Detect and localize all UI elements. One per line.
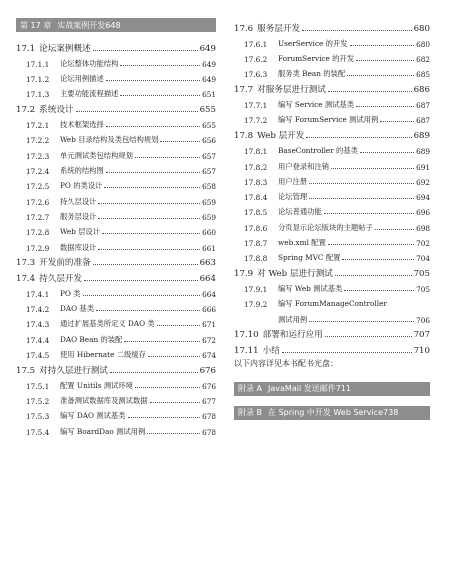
page-number: 685 [416, 70, 430, 80]
appendix-title: JavaMail 发送邮件 [268, 384, 336, 394]
subsection-number: 17.7.2 [244, 116, 268, 126]
page-number: 704 [416, 254, 430, 264]
toc-subsection [16, 391, 216, 406]
page-number: 657 [202, 151, 216, 161]
toc-section [16, 268, 216, 284]
toc-subsection [16, 176, 216, 191]
dot-leader [110, 372, 198, 373]
toc-subsection [16, 237, 216, 252]
toc-subsection [234, 202, 430, 217]
section-number: 17.6 [234, 23, 254, 34]
toc-section [234, 125, 430, 141]
dot-leader [106, 80, 200, 81]
subsection-title: 论坛用例描述 [60, 74, 104, 84]
toc-subsection [234, 187, 430, 202]
subsection-number: 17.4.5 [26, 351, 50, 361]
dot-leader [282, 352, 412, 353]
subsection-number: 17.8.5 [244, 208, 268, 218]
page-number: 655 [202, 121, 216, 131]
toc-section [16, 38, 216, 54]
page-number: 649 [202, 59, 216, 69]
dot-leader [309, 183, 414, 184]
page-number: 689 [416, 147, 430, 157]
subsection-title: 论坛整体功能结构 [60, 58, 119, 68]
dot-leader [356, 106, 414, 107]
subsection-title: 使用 Hibernate 二级缓存 [60, 350, 146, 360]
page-number: 705 [413, 268, 430, 279]
toc-subsection [234, 34, 430, 49]
toc-section [16, 99, 216, 115]
subsection-number: 17.2.9 [26, 243, 50, 253]
dot-leader [324, 213, 414, 214]
dot-leader [157, 325, 200, 326]
toc-section [234, 79, 430, 95]
dot-leader [335, 275, 412, 276]
subsection-number: 17.4.2 [26, 305, 50, 315]
section-title: 对 Web 层进行测试 [257, 268, 333, 279]
subsection-number: 17.9.2 [244, 300, 268, 310]
page-number: 694 [416, 193, 430, 203]
section-number: 17.4 [16, 273, 36, 284]
subsection-title: Web 层设计 [60, 227, 101, 237]
dot-leader [328, 244, 414, 245]
subsection-title: UserService 的开发 [278, 38, 348, 48]
dot-leader [120, 65, 200, 66]
chapter-title: 实战案例开发 [57, 20, 106, 30]
dot-leader [93, 50, 198, 51]
toc-subsection [234, 217, 430, 232]
toc-left-list [16, 38, 216, 437]
subsection-number: 17.4.3 [26, 320, 50, 330]
dot-leader [160, 141, 200, 142]
page-number: 706 [416, 315, 430, 325]
page-number: 649 [202, 75, 216, 85]
toc-subsection [234, 172, 430, 187]
page-number: 686 [413, 84, 430, 95]
subsection-title: 论坛普通功能 [278, 207, 322, 217]
subsection-title: 编写 Web 测试基类 [278, 284, 343, 294]
page-number: 659 [202, 212, 216, 222]
section-number: 17.2 [16, 104, 36, 115]
page-number: 649 [199, 43, 216, 54]
toc-subsection [234, 294, 430, 309]
appendix-page: 711 [335, 384, 351, 394]
dot-leader [148, 356, 200, 357]
subsection-number: 17.2.5 [26, 182, 50, 192]
toc-subsection [16, 207, 216, 222]
dot-leader [150, 402, 201, 403]
section-title: 论坛案例概述 [39, 43, 91, 54]
subsection-number: 17.6.2 [244, 55, 268, 65]
chapter-number: 第 17 章 [20, 20, 52, 30]
dot-leader [147, 433, 200, 434]
subsection-title: 通过扩展基类所定义 DAO 类 [60, 319, 155, 329]
page-number: 657 [202, 167, 216, 177]
toc-subsection [16, 314, 216, 329]
dot-leader [124, 341, 200, 342]
section-title: 开发前的准备 [39, 258, 91, 269]
section-title: 小结 [262, 345, 280, 356]
subsection-number: 17.5.1 [26, 381, 50, 391]
subsection-title: 主要功能流程描述 [60, 89, 119, 99]
dot-leader [306, 137, 411, 138]
dot-leader [120, 95, 200, 96]
toc-subsection [16, 115, 216, 130]
dot-leader [360, 152, 414, 153]
dot-leader [350, 45, 414, 46]
subsection-number: 17.2.7 [26, 212, 50, 222]
appendix-page: 738 [383, 408, 399, 418]
page-number: 676 [202, 381, 216, 391]
dot-leader [347, 75, 414, 76]
page-number: 702 [416, 239, 430, 249]
subsection-title: 测试用例 [278, 314, 308, 324]
toc-subsection [16, 329, 216, 344]
toc-subsection [16, 421, 216, 436]
subsection-title: web.xml 配置 [278, 238, 326, 248]
toc-section [234, 263, 430, 279]
subsection-number: 17.9.1 [244, 285, 268, 295]
toc-subsection [16, 69, 216, 84]
page-number: 696 [416, 208, 430, 218]
dot-leader [106, 172, 200, 173]
subsection-title: 用户注册 [278, 176, 308, 186]
toc-right-list [234, 18, 430, 420]
section-title: 对服务层进行测试 [257, 84, 326, 95]
toc-subsection [16, 84, 216, 99]
subsection-number: 17.2.8 [26, 228, 50, 238]
subsection-number: 17.8.3 [244, 177, 268, 187]
page-number: 658 [202, 182, 216, 192]
subsection-title: DAO 基类 [60, 304, 95, 314]
toc-subsection-continued [234, 309, 430, 324]
subsection-number: 17.1.2 [26, 75, 50, 85]
toc-subsection [234, 110, 430, 125]
dot-leader [93, 264, 198, 265]
page-number: 687 [416, 101, 430, 111]
subsection-title: 编写 ForumManageController [278, 299, 387, 309]
appendix-heading [234, 406, 430, 420]
subsection-number: 17.2.6 [26, 197, 50, 207]
page-number: 661 [202, 243, 216, 253]
toc-subsection [234, 248, 430, 263]
subsection-title: 配置 Unitils 测试环境 [60, 380, 133, 390]
subsection-title: 编写 Service 测试基类 [278, 100, 355, 110]
subsection-number: 17.6.3 [244, 70, 268, 80]
subsection-number: 17.2.1 [26, 121, 50, 131]
subsection-title: 论坛管理 [278, 192, 308, 202]
page-number: 659 [202, 197, 216, 207]
section-title: 部署和运行应用 [262, 330, 323, 341]
subsection-number: 17.7.1 [244, 101, 268, 111]
dot-leader [135, 387, 200, 388]
dot-leader [106, 126, 200, 127]
cd-note: 以下内容详见本书配书光盘： [234, 359, 338, 369]
page-number: 671 [202, 320, 216, 330]
subsection-title: 准备测试数据库及测试数据 [60, 396, 148, 406]
toc-subsection [16, 54, 216, 69]
dot-leader [104, 187, 200, 188]
page-number: 660 [202, 228, 216, 238]
section-number: 17.8 [234, 130, 254, 141]
dot-leader [380, 121, 414, 122]
toc-subsection [234, 233, 430, 248]
toc-section [234, 325, 430, 341]
dot-leader [325, 336, 412, 337]
toc-left-column [16, 18, 216, 437]
page-number: 672 [202, 335, 216, 345]
page-number: 677 [202, 397, 216, 407]
subsection-title: 服务层设计 [60, 211, 97, 221]
dot-leader [135, 157, 200, 158]
section-number: 17.9 [234, 268, 254, 279]
appendix-heading [234, 382, 430, 396]
toc-subsection [16, 345, 216, 360]
toc-subsection [16, 191, 216, 206]
subsection-title: Spring MVC 配置 [278, 253, 341, 263]
section-title: Web 层开发 [257, 130, 305, 141]
page-number: 692 [416, 177, 430, 187]
toc-subsection [234, 49, 430, 64]
dot-leader [128, 417, 201, 418]
dot-leader [98, 218, 200, 219]
spacer [234, 396, 430, 406]
subsection-number: 17.5.2 [26, 397, 50, 407]
subsection-number: 17.8.1 [244, 147, 268, 157]
dot-leader [342, 259, 414, 260]
page-number: 680 [413, 23, 430, 34]
page-number: 682 [416, 55, 430, 65]
subsection-title: 服务类 Bean 的装配 [278, 69, 346, 79]
page-number: 678 [202, 412, 216, 422]
page-number: 707 [413, 330, 430, 341]
page-number: 651 [202, 90, 216, 100]
subsection-title: 单元测试类包结构规划 [60, 150, 133, 160]
dot-leader [84, 280, 197, 281]
subsection-number: 17.5.4 [26, 427, 50, 437]
page-number: 663 [199, 258, 216, 269]
appendix-number: 附录 B [238, 408, 263, 418]
subsection-title: 用户登录和注销 [278, 161, 330, 171]
dot-leader [375, 229, 414, 230]
dot-leader [344, 290, 414, 291]
section-title: 持久层开发 [39, 273, 83, 284]
subsection-title: PO 类 [60, 288, 81, 298]
page-number: 691 [416, 162, 430, 172]
toc-subsection [234, 64, 430, 79]
chapter-page: 648 [105, 20, 121, 30]
subsection-title: BaseController 的基类 [278, 146, 358, 156]
section-number: 17.10 [234, 330, 259, 341]
toc-subsection [234, 279, 430, 294]
subsection-title: 系统的结构图 [60, 166, 104, 176]
appendix-number: 附录 A [238, 384, 263, 394]
dot-leader [98, 249, 200, 250]
dot-leader [331, 168, 414, 169]
toc-subsection [234, 95, 430, 110]
dot-leader [76, 111, 198, 112]
page-number: 678 [202, 427, 216, 437]
subsection-number: 17.8.8 [244, 254, 268, 264]
page-number: 655 [199, 104, 216, 115]
subsection-title: 编写 DAO 测试基类 [60, 411, 126, 421]
subsection-title: 数据库设计 [60, 242, 97, 252]
section-title: 系统设计 [39, 104, 74, 115]
subsection-number: 17.8.7 [244, 239, 268, 249]
toc-subsection [16, 161, 216, 176]
section-number: 17.5 [16, 365, 36, 376]
toc-subsection [16, 284, 216, 299]
page-number: 664 [199, 273, 216, 284]
page-number: 687 [416, 116, 430, 126]
subsection-title: ForumService 的开发 [278, 54, 355, 64]
toc-section [234, 18, 430, 34]
toc-subsection [16, 222, 216, 237]
dot-leader [309, 321, 414, 322]
dot-leader [356, 60, 414, 61]
subsection-title: 编写 ForumService 测试用例 [278, 115, 379, 125]
page-number: 680 [416, 39, 430, 49]
subsection-number: 17.2.4 [26, 167, 50, 177]
toc-subsection [234, 156, 430, 171]
subsection-number: 17.4.1 [26, 289, 50, 299]
page-number: 666 [202, 305, 216, 315]
subsection-title: DAO Bean 的装配 [60, 334, 123, 344]
subsection-number: 17.2.2 [26, 136, 50, 146]
toc-right-column [234, 18, 430, 420]
subsection-number: 17.6.1 [244, 39, 268, 49]
subsection-title: 分页显示论坛版块的主题帖子 [278, 222, 373, 232]
page-number: 674 [202, 351, 216, 361]
page-number: 710 [413, 345, 430, 356]
subsection-title: 编写 BoardDao 测试用例 [60, 426, 146, 436]
dot-leader [102, 233, 200, 234]
dot-leader [302, 30, 411, 31]
section-number: 17.3 [16, 258, 36, 269]
subsection-number: 17.8.4 [244, 193, 268, 203]
toc-subsection [234, 141, 430, 156]
toc-subsection [16, 406, 216, 421]
subsection-number: 17.8.6 [244, 223, 268, 233]
page-number: 656 [202, 136, 216, 146]
dot-leader [309, 198, 414, 199]
toc-subsection [16, 376, 216, 391]
section-number: 17.7 [234, 84, 254, 95]
subsection-title: PO 的类设计 [60, 181, 103, 191]
subsection-title: Web 目录结构及类包结构规划 [60, 135, 159, 145]
subsection-number: 17.5.3 [26, 412, 50, 422]
page-number: 698 [416, 223, 430, 233]
section-title: 服务层开发 [257, 23, 301, 34]
chapter-heading [16, 18, 216, 32]
subsection-title: 技术框架选择 [60, 120, 104, 130]
section-number: 17.1 [16, 43, 36, 54]
subsection-number: 17.2.3 [26, 151, 50, 161]
subsection-number: 17.1.1 [26, 59, 50, 69]
subsection-title: 持久层设计 [60, 196, 97, 206]
subsection-number: 17.1.3 [26, 90, 50, 100]
spacer [234, 372, 430, 382]
page-number: 689 [413, 130, 430, 141]
section-number: 17.11 [234, 345, 259, 356]
subsection-number: 17.4.4 [26, 335, 50, 345]
dot-leader [328, 91, 412, 92]
toc-subsection [16, 145, 216, 160]
page-number: 664 [202, 289, 216, 299]
appendix-title: 在 Spring 中开发 Web Service [268, 408, 384, 418]
subsection-number: 17.8.2 [244, 162, 268, 172]
toc-subsection [16, 299, 216, 314]
dot-leader [98, 203, 200, 204]
page-number: 676 [199, 365, 216, 376]
dot-leader [83, 295, 201, 296]
toc-subsection [16, 130, 216, 145]
dot-leader [96, 310, 200, 311]
page-number: 705 [416, 285, 430, 295]
toc-section [16, 253, 216, 269]
toc-section [234, 340, 430, 356]
toc-section [16, 360, 216, 376]
section-title: 对持久层进行测试 [39, 365, 108, 376]
